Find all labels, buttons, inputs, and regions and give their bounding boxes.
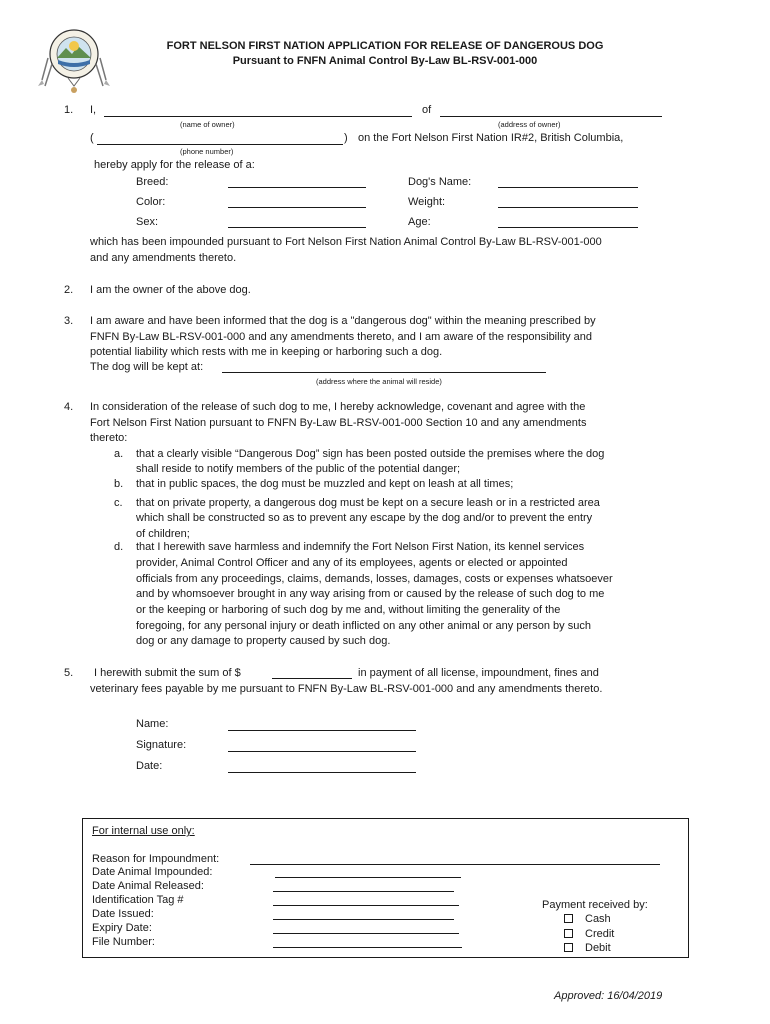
awareness-line2: FNFN By-Law BL-RSV-001-000 and any amendments thereto, and I am aware of the responsibility and	[90, 331, 592, 343]
form-title: FORT NELSON FIRST NATION APPLICATION FOR RELEASE OF DANGEROUS DOG	[166, 40, 604, 52]
clause-d-line2: provider, Animal Control Officer and any of its employees, agents or elected or appointed	[136, 557, 568, 569]
sex-field[interactable]	[228, 227, 366, 228]
clause-c-line1: that on private property, a dangerous dog must be kept on a secure leash or in a restricted area	[136, 497, 600, 509]
debit-checkbox[interactable]	[564, 943, 573, 952]
awareness-line1: I am aware and have been informed that the dog is a "dangerous dog" within the meaning prescribed by	[90, 315, 596, 327]
name-field[interactable]	[228, 730, 416, 731]
form-subtitle: Pursuant to FNFN Animal Control By-Law BL-RSV-001-000	[232, 55, 538, 67]
credit-label: Credit	[585, 928, 615, 940]
expiry-label: Expiry Date:	[92, 922, 152, 934]
payment-heading: Payment received by:	[542, 899, 648, 911]
open-paren: (	[90, 132, 94, 144]
tag-field[interactable]	[273, 905, 459, 906]
item-number: 4.	[64, 401, 74, 413]
date-field[interactable]	[228, 772, 416, 773]
kept-at-label: The dog will be kept at:	[90, 361, 204, 373]
color-label: Color:	[136, 196, 166, 208]
cash-label: Cash	[585, 913, 611, 925]
expiry-field[interactable]	[273, 933, 459, 934]
clause-letter: b.	[114, 478, 124, 490]
date-released-field[interactable]	[273, 891, 454, 892]
file-number-label: File Number:	[92, 936, 155, 948]
item-number: 2.	[64, 284, 74, 296]
apply-text: hereby apply for the release of a:	[94, 159, 255, 171]
clause-d-line4: and by whomsoever brought in any way arising from or caused by the release of such dog to me	[136, 588, 605, 600]
clause-d-line3: officials from any proceedings, claims, demands, losses, damages, costs or expenses whatsoever	[136, 573, 613, 585]
credit-checkbox[interactable]	[564, 929, 573, 938]
date-issued-field[interactable]	[273, 919, 454, 920]
clause-a-line1: that a clearly visible “Dangerous Dog” sign has been posted outside the premises where the dog	[136, 448, 605, 460]
payment-option-cash[interactable]	[564, 913, 611, 925]
clause-d-line1: that I herewith save harmless and indemnify the Fort Nelson First Nation, its kennel services	[136, 541, 585, 553]
age-label: Age:	[408, 216, 431, 228]
sum-amount-field[interactable]	[272, 678, 352, 679]
dog-name-label: Dog's Name:	[408, 176, 472, 188]
clause-letter: a.	[114, 448, 124, 460]
owner-address-field[interactable]	[440, 116, 662, 117]
color-field[interactable]	[228, 207, 366, 208]
clause-c-line3: of children;	[136, 528, 190, 540]
breed-field[interactable]	[228, 187, 366, 188]
clause-b-line1: that in public spaces, the dog must be muzzled and kept on leash at all times;	[136, 478, 514, 490]
name-caption: (name of owner)	[180, 120, 235, 129]
kept-at-caption: (address where the animal will reside)	[316, 377, 442, 386]
weight-field[interactable]	[498, 207, 638, 208]
date-released-label: Date Animal Released:	[92, 880, 204, 892]
date-impounded-label: Date Animal Impounded:	[92, 866, 213, 878]
reason-label: Reason for Impoundment:	[92, 853, 220, 865]
phone-number-field[interactable]	[97, 144, 343, 145]
phone-caption: (phone number)	[180, 147, 234, 156]
impound-text-line2: and any amendments thereto.	[90, 252, 237, 264]
fees-text: veterinary fees payable by me pursuant to FNFN By-Law BL-RSV-001-000 and any amendments thereto.	[90, 683, 603, 695]
consideration-line2: Fort Nelson First Nation pursuant to FNFN By-Law BL-RSV-001-000 Section 10 and any amendments	[90, 417, 587, 429]
sum-label: I herewith submit the sum of $	[94, 667, 241, 679]
tag-label: Identification Tag #	[92, 894, 184, 906]
payment-option-debit[interactable]	[564, 942, 611, 954]
internal-use-heading: For internal use only:	[92, 825, 195, 837]
payment-option-credit[interactable]	[564, 928, 614, 940]
sum-rest-text: in payment of all license, impoundment, fines and	[358, 667, 599, 679]
item-number: 3.	[64, 315, 74, 327]
clause-d-line6: foregoing, for any personal injury or death inflicted on any other animal or any person by such	[136, 620, 591, 632]
date-impounded-field[interactable]	[275, 877, 461, 878]
item-number: 1.	[64, 104, 74, 116]
name-label: Name:	[136, 718, 169, 730]
file-number-field[interactable]	[273, 947, 462, 948]
clause-c-line2: which shall be constructed so as to prevent any escape by the dog and/or to prevent the entry	[136, 512, 593, 524]
date-label: Date:	[136, 760, 163, 772]
debit-label: Debit	[585, 942, 611, 954]
breed-label: Breed:	[136, 176, 169, 188]
kept-at-address-field[interactable]	[222, 372, 546, 373]
consideration-line3: thereto:	[90, 432, 128, 444]
location-text: on the Fort Nelson First Nation IR#2, British Columbia,	[358, 132, 624, 144]
signature-field[interactable]	[228, 751, 416, 752]
clause-d-line7: dog or any damage to property caused by such dog.	[136, 635, 391, 647]
reason-field[interactable]	[250, 864, 660, 865]
owner-name-field[interactable]	[104, 116, 412, 117]
age-field[interactable]	[498, 227, 638, 228]
i-label: I,	[90, 104, 97, 116]
clause-letter: c.	[114, 497, 123, 509]
signature-label: Signature:	[136, 739, 187, 751]
sex-label: Sex:	[136, 216, 159, 228]
close-paren: )	[344, 132, 348, 144]
of-label: of	[422, 104, 432, 116]
owner-statement: I am the owner of the above dog.	[90, 284, 251, 296]
clause-d-line5: or the keeping or harboring of such dog by me and, without limiting the generality of the	[136, 604, 561, 616]
address-caption: (address of owner)	[498, 120, 561, 129]
item-number: 5.	[64, 667, 74, 679]
dog-name-field[interactable]	[498, 187, 638, 188]
consideration-line1: In consideration of the release of such dog to me, I hereby acknowledge, covenant and agree with the	[90, 401, 586, 413]
clause-a-line2: shall reside to notify members of the public of the potential danger;	[136, 463, 461, 475]
clause-letter: d.	[114, 541, 124, 553]
cash-checkbox[interactable]	[564, 914, 573, 923]
approved-date: Approved: 16/04/2019	[554, 990, 663, 1002]
awareness-line3: potential liability which rests with me in keeping or harboring such a dog.	[90, 346, 443, 358]
weight-label: Weight:	[408, 196, 446, 208]
impound-text-line1: which has been impounded pursuant to Fort Nelson First Nation Animal Control By-Law BL-RSV-001-000	[90, 236, 602, 248]
date-issued-label: Date Issued:	[92, 908, 154, 920]
